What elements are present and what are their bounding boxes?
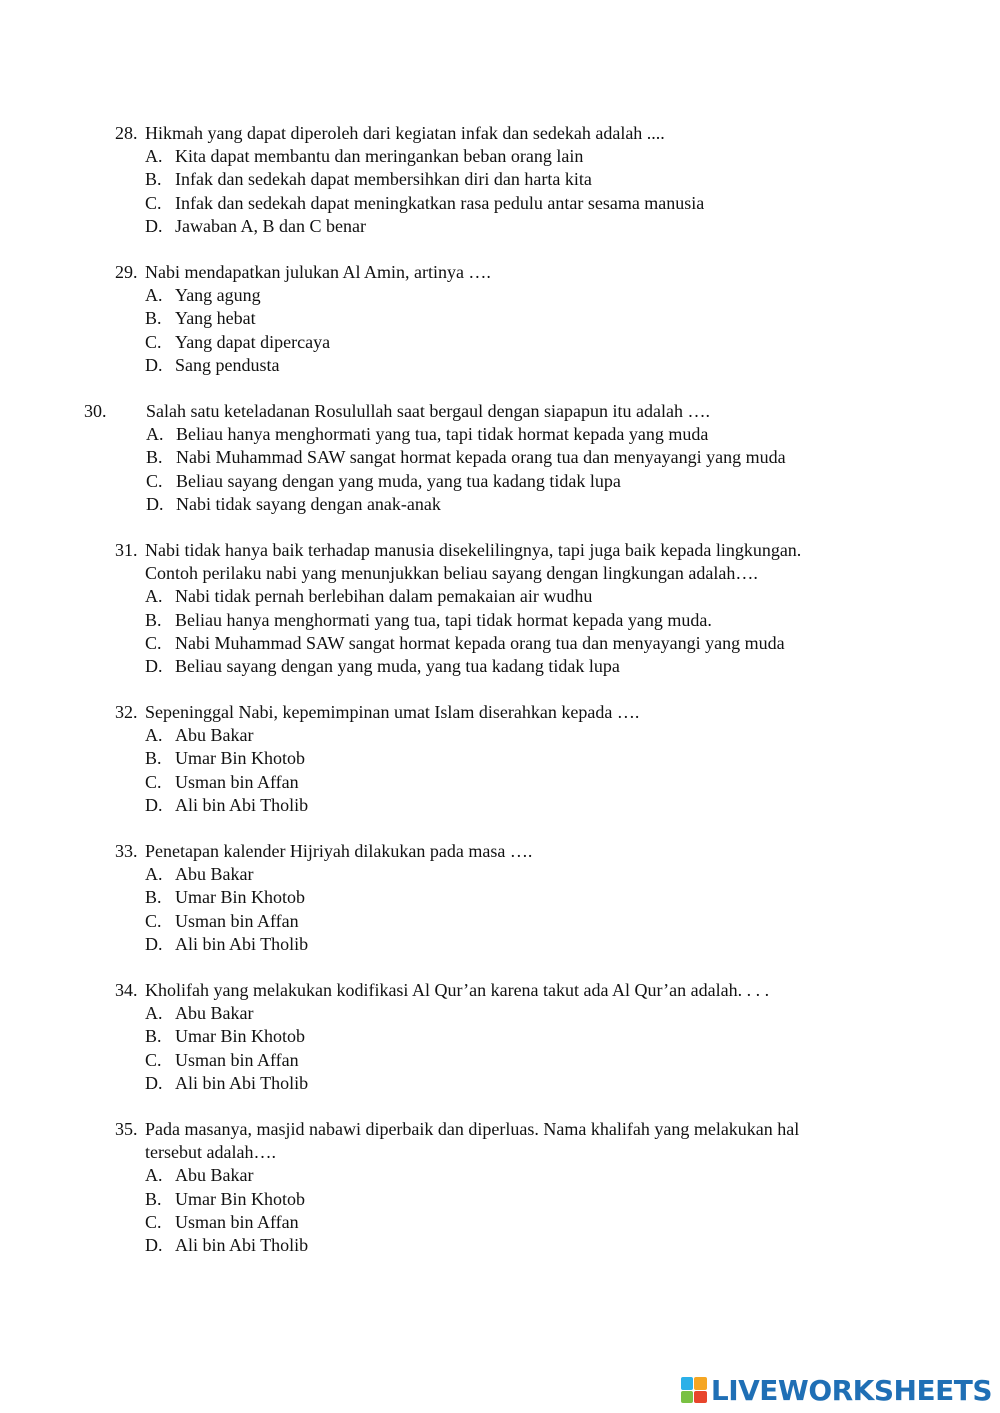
question-number: 31.: [115, 540, 138, 560]
question-stem: [115, 1118, 799, 1164]
question-31: [115, 539, 801, 678]
question-number: 35.: [115, 1119, 138, 1139]
question-33: [115, 840, 532, 956]
question-stem: [115, 261, 491, 284]
question-text: tersebut adalah….: [145, 1142, 276, 1163]
option-d: D. Ali bin Abi Tholib: [145, 933, 309, 954]
question-stem: [84, 400, 786, 423]
question-number: 33.: [115, 841, 138, 861]
option-a: A. Beliau hanya menghormati yang tua, tapi tidak hormat kepada yang muda: [146, 424, 709, 445]
question-text: Hikmah yang dapat diperoleh dari kegiatan infak dan sedekah adalah ....: [145, 123, 665, 143]
question-30: [84, 400, 786, 516]
option-c: C. Beliau sayang dengan yang muda, yang tua kadang tidak lupa: [146, 470, 621, 491]
question-35: [115, 1118, 799, 1257]
question-text: Contoh perilaku nabi yang menunjukkan beliau sayang dengan lingkungan adalah….: [145, 563, 758, 584]
question-text: Sepeninggal Nabi, kepemimpinan umat Islam diserahkan kepada ….: [145, 702, 640, 722]
option-b: B. Umar Bin Khotob: [145, 887, 305, 908]
option-c: C. Usman bin Affan: [145, 1049, 299, 1070]
option-b: B. Umar Bin Khotob: [145, 1188, 305, 1209]
liveworksheets-logo: [681, 1375, 992, 1405]
question-32: [115, 701, 639, 817]
option-a: A. Abu Bakar: [145, 1165, 254, 1186]
option-c: C. Nabi Muhammad SAW sangat hormat kepada orang tua dan menyayangi yang muda: [145, 632, 785, 653]
question-text: Salah satu keteladanan Rosulullah saat bergaul dengan siapapun itu adalah ….: [146, 401, 711, 421]
option-b: B. Umar Bin Khotob: [145, 1026, 305, 1047]
option-a: A. Abu Bakar: [145, 1003, 254, 1024]
question-stem: [115, 701, 639, 724]
option-b: B. Umar Bin Khotob: [145, 748, 305, 769]
option-b: B. Beliau hanya menghormati yang tua, tapi tidak hormat kepada yang muda.: [145, 609, 712, 630]
question-text: Nabi tidak hanya baik terhadap manusia disekelilingnya, tapi juga baik kepada lingkungan.: [145, 540, 802, 560]
option-d: D. Beliau sayang dengan yang muda, yang tua kadang tidak lupa: [145, 656, 620, 677]
option-d: D. Ali bin Abi Tholib: [145, 1072, 309, 1093]
question-stem: [115, 979, 769, 1002]
option-b: B. Nabi Muhammad SAW sangat hormat kepada orang tua dan menyayangi yang muda: [146, 447, 786, 468]
question-text: Kholifah yang melakukan kodifikasi Al Qur’an karena takut ada Al Qur’an adalah. . . .: [145, 980, 770, 1000]
question-stem: [115, 840, 532, 863]
question-number: 34.: [115, 980, 138, 1000]
question-28: [115, 122, 704, 238]
option-a: A. Abu Bakar: [145, 725, 254, 746]
question-34: [115, 979, 769, 1095]
option-a: A. Abu Bakar: [145, 864, 254, 885]
option-c: C. Usman bin Affan: [145, 1211, 299, 1232]
option-b: B. Infak dan sedekah dapat membersihkan diri dan harta kita: [145, 169, 592, 190]
option-c: C. Usman bin Affan: [145, 910, 299, 931]
question-number: 29.: [115, 262, 138, 282]
question-number: 28.: [115, 123, 138, 143]
option-d: D. Ali bin Abi Tholib: [145, 1235, 309, 1256]
option-d: D. Nabi tidak sayang dengan anak-anak: [146, 493, 441, 514]
option-d: D. Ali bin Abi Tholib: [145, 794, 309, 815]
question-29: [115, 261, 491, 377]
liveworksheets-icon: [681, 1377, 707, 1403]
question-text: Nabi mendapatkan julukan Al Amin, artinya ….: [145, 262, 491, 282]
option-c: C. Yang dapat dipercaya: [145, 331, 331, 352]
option-c: C. Infak dan sedekah dapat meningkatkan rasa pedulu antar sesama manusia: [145, 192, 705, 213]
question-text: Penetapan kalender Hijriyah dilakukan pada masa ….: [145, 841, 533, 861]
brand-text: LIVEWORKSHEETS: [710, 1373, 992, 1407]
option-d: D. Sang pendusta: [145, 354, 280, 375]
option-d: D. Jawaban A, B dan C benar: [145, 215, 366, 236]
option-a: A. Nabi tidak pernah berlebihan dalam pemakaian air wudhu: [145, 586, 593, 607]
option-a: A. Yang agung: [145, 285, 261, 306]
question-number: 32.: [115, 702, 138, 722]
question-stem: [115, 539, 801, 585]
option-b: B. Yang hebat: [145, 308, 256, 329]
question-number: 30.: [84, 401, 107, 421]
option-c: C. Usman bin Affan: [145, 771, 299, 792]
question-stem: [115, 122, 704, 145]
question-text: Pada masanya, masjid nabawi diperbaik dan diperluas. Nama khalifah yang melakukan hal: [145, 1119, 800, 1139]
option-a: A. Kita dapat membantu dan meringankan beban orang lain: [145, 146, 584, 167]
